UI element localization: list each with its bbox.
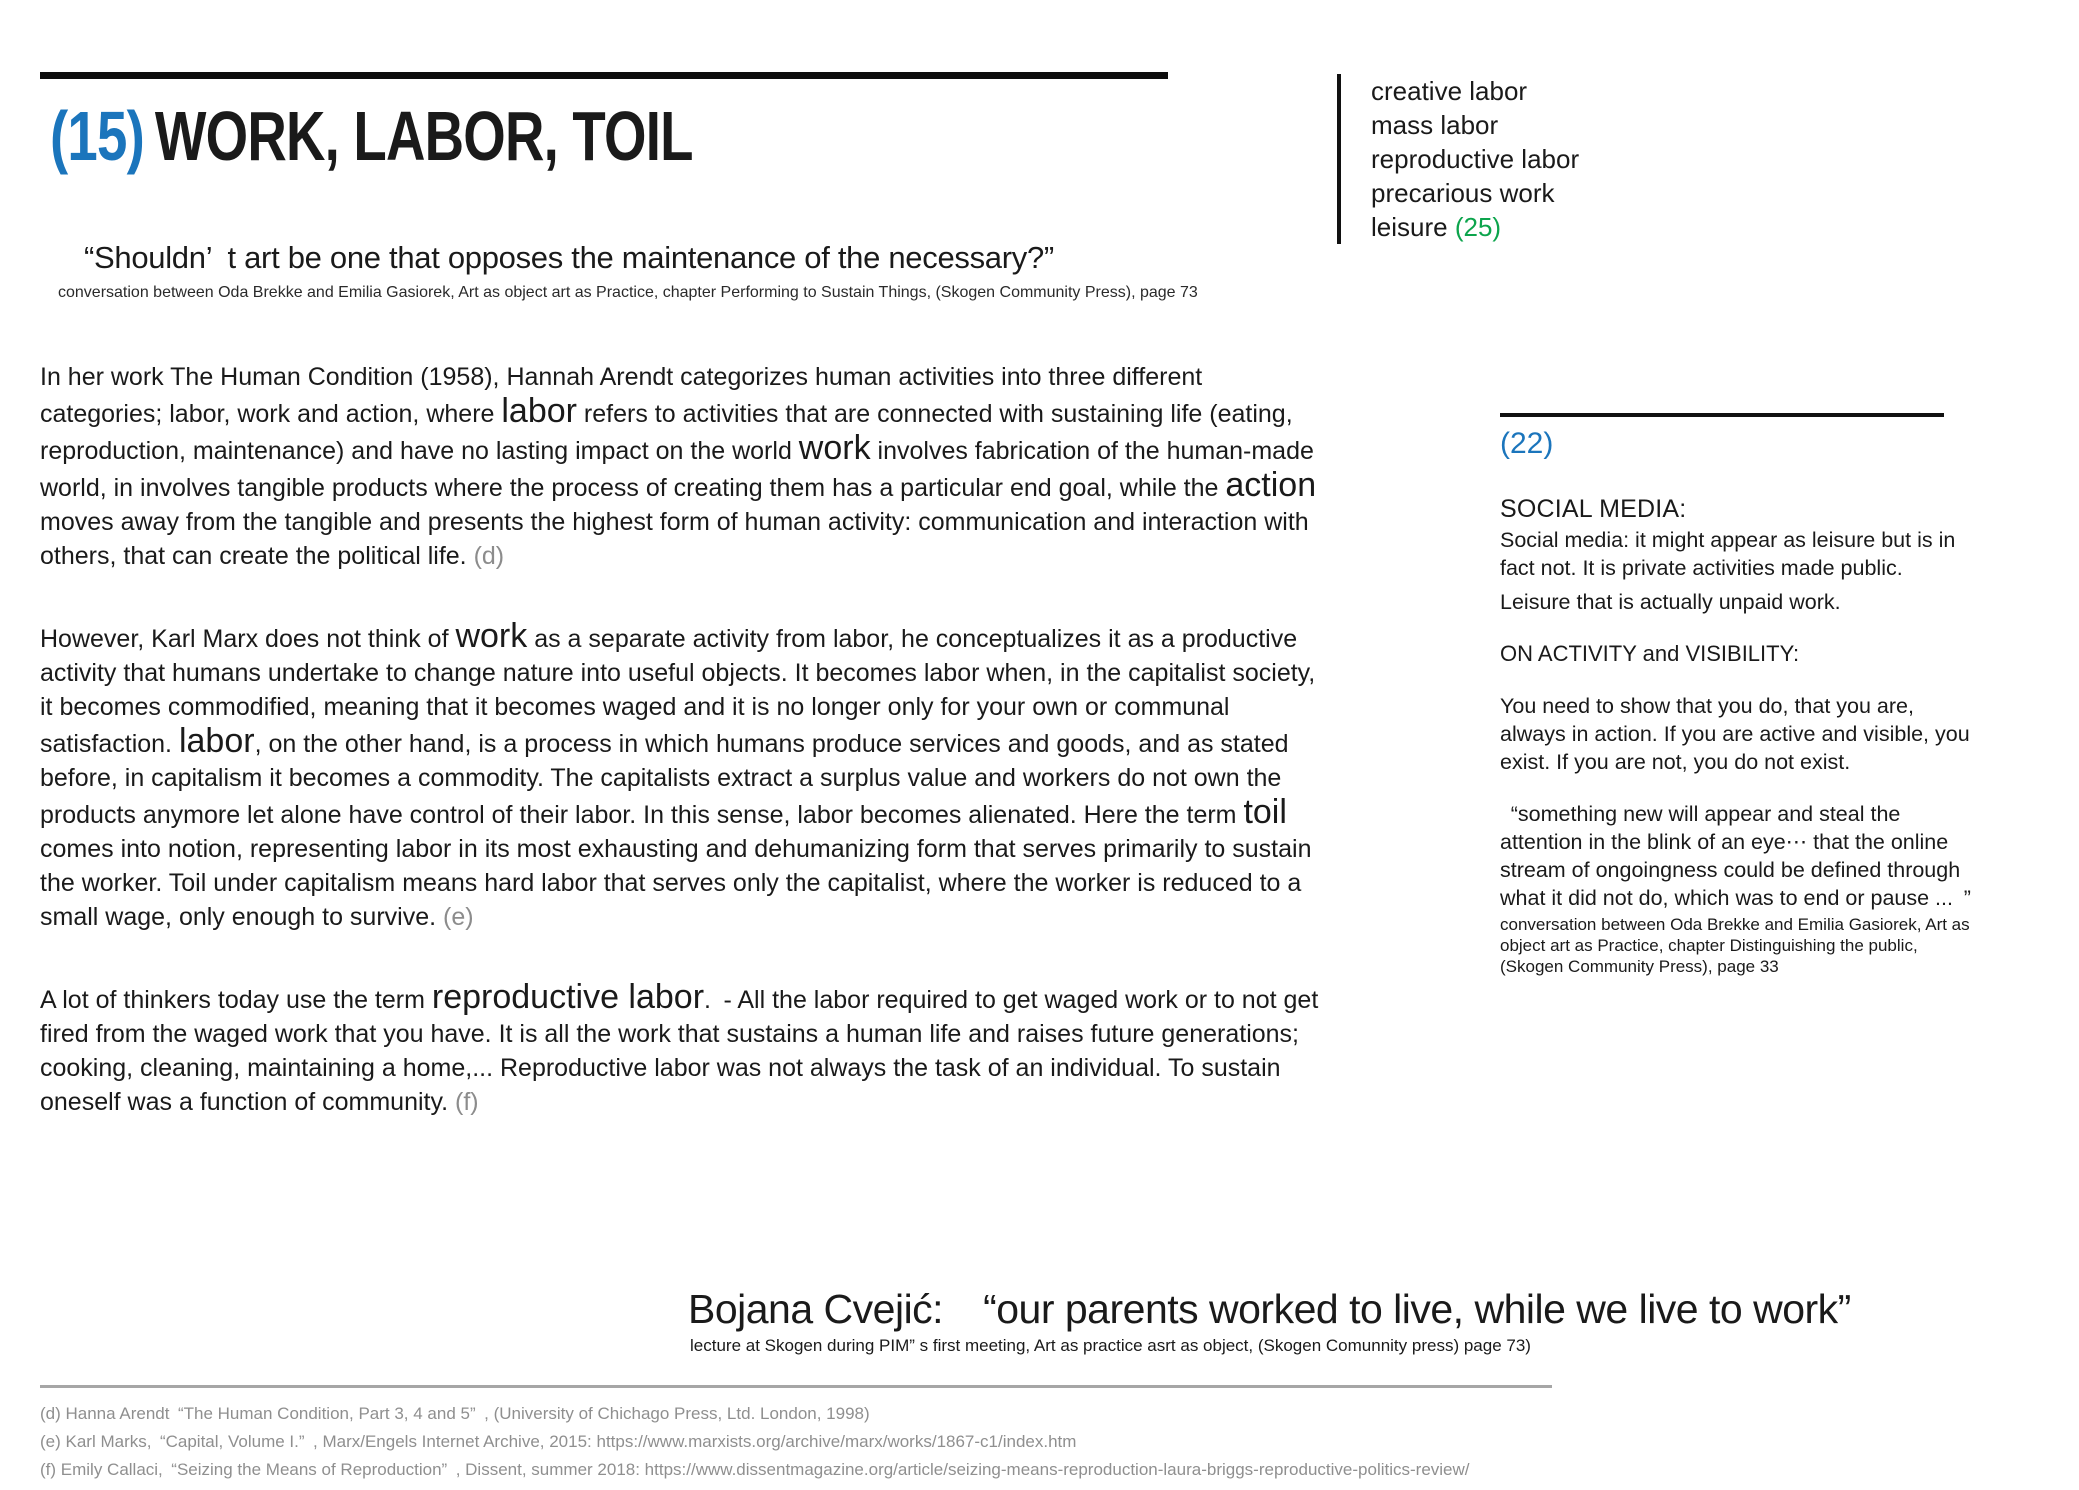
text-segment: involves fabrication of the human-made world, in involves tangible products where the process of creating them has a particular end goal, while the	[40, 437, 1314, 502]
topics-list	[1337, 74, 1579, 244]
page-title-number: (15)	[50, 97, 144, 175]
topics-list-item	[1371, 108, 1579, 142]
text-segment: leisure	[1371, 212, 1455, 242]
footer-quote-caption: lecture at Skogen during PIM” s first meeting, Art as practice asrt as object, (Skogen Comunnity press) page 73)	[690, 1336, 1531, 1355]
text-segment: In her work The Human Condition (1958), Hannah Arendt categorizes human activities into three different categories; labor, work and action, where	[40, 363, 1203, 428]
keyword: labor	[178, 722, 255, 760]
aside-activity-heading: ON ACTIVITY and VISIBILITY:	[1500, 641, 1800, 666]
text-segment: mass labor	[1371, 110, 1499, 140]
text-segment: However, Karl Marx does not think of	[40, 625, 456, 653]
aside-quote-attribution: conversation between Oda Brekke and Emilia Gasiorek, Art as object art as Practice, chapter Distinguishing the public, (Skogen Community Press), page 33	[1500, 915, 1970, 976]
text-segment: . - All the labor required to get waged work or to not get fired from the waged work that you have. It is all the work that sustains a human life and raises future generations; cooking, cleaning, maintaining a home,... Reproductive labor was not always the task of an individual. To sustain oneself was a function of community.	[40, 986, 1319, 1116]
text-segment: refers to activities that are connected with sustaining life (eating, reproduction, maintenance) and have no lasting impact on the world	[40, 400, 1293, 465]
aside-column	[1500, 413, 1978, 977]
text-segment: creative labor	[1371, 76, 1528, 106]
topics-list-item	[1371, 142, 1579, 176]
footnote-marker: (e)	[443, 903, 474, 931]
aside-activity-body: You need to show that you do, that you are, always in action. If you are active and visible, you exist. If you are not, you do not exist.	[1500, 694, 1970, 774]
lead-quote: “Shouldn’ t art be one that opposes the maintenance of the necessary?”	[84, 240, 1054, 275]
footnote-marker: (d)	[473, 542, 505, 570]
lead-quote-attribution: conversation between Oda Brekke and Emilia Gasiorek, Art as object art as Practice, chapter Performing to Sustain Things, (Skogen Community Press), page 73	[58, 284, 1198, 301]
text-segment: reproductive labor	[1371, 144, 1580, 174]
topics-list-item	[1371, 176, 1579, 210]
page-title	[50, 96, 693, 176]
keyword: reproductive labor	[431, 978, 705, 1016]
text-segment: A lot of thinkers today use the term	[40, 986, 432, 1014]
paragraph-arendt	[40, 360, 1320, 573]
main-text-column	[40, 360, 1320, 1165]
text-segment: , on the other hand, is a process in which humans produce services and goods, and as stated before, in capitalism it becomes a commodity. The capitalists extract a surplus value and workers do not own the products anymore let alone have control of their labor. In this sense, labor becomes alienated. Here the term	[40, 730, 1289, 829]
text-segment: (25)	[1454, 212, 1502, 242]
text-segment: moves away from the tangible and presents the highest form of human activity: communication and interaction with others, that can create the political life.	[40, 508, 1309, 570]
aside-social-body: Social media: it might appear as leisure but is in fact not. It is private activities made public.	[1500, 528, 1956, 580]
title-rule	[40, 72, 1168, 79]
aside-number: (22)	[1500, 427, 1554, 460]
paragraph-marx	[40, 619, 1320, 934]
text-segment: comes into notion, representing labor in its most exhausting and dehumanizing form that serves primarily to sustain the worker. Toil under capitalism means hard labor that serves only the capitalist, where the worker is reduced to a small wage, only enough to survive.	[40, 835, 1312, 931]
paragraph-reproductive-labor	[40, 980, 1320, 1119]
keyword: toil	[1243, 793, 1287, 831]
aside-social-heading: SOCIAL MEDIA:	[1500, 495, 1687, 523]
keyword: action	[1225, 466, 1317, 504]
footnote-marker: (f)	[455, 1088, 479, 1116]
footnotes-rule	[40, 1385, 1552, 1388]
aside-rule	[1500, 413, 1944, 417]
page-title-text: WORK, LABOR, TOIL	[154, 97, 693, 175]
footnote-e: (e) Karl Marks, “Capital, Volume I.” , Marx/Engels Internet Archive, 2015: https://www.marxists.org/archive/marx/works/1867-c1/index.htm	[40, 1432, 1077, 1451]
footnote-d: (d) Hanna Arendt “The Human Condition, Part 3, 4 and 5” , (University of Chichago Press, Ltd. London, 1998)	[40, 1404, 870, 1423]
topics-list-item	[1371, 74, 1579, 108]
keyword: work	[455, 617, 528, 655]
footnotes	[40, 1400, 1470, 1484]
topics-list-item	[1371, 210, 1579, 244]
keyword: labor	[501, 392, 577, 430]
keyword: work	[798, 429, 871, 467]
footnote-f: (f) Emily Callaci, “Seizing the Means of Reproduction” , Dissent, summer 2018: https://www.dissentmagazine.org/article/seizing-means-reproduction-laura-briggs-reproductive-politics-review/	[40, 1460, 1470, 1479]
text-segment: precarious work	[1371, 178, 1555, 208]
text-segment: as a separate activity from labor, he conceptualizes it as a productive activity that humans undertake to change nature into useful objects. It becomes labor when, in the capitalist society, it becomes commodified, meaning that it becomes waged and it is no longer only for your own or communal satisfaction.	[40, 625, 1316, 758]
footer-quote: Bojana Cvejić: “our parents worked to live, while we live to work”	[688, 1286, 1851, 1332]
aside-quote: “something new will appear and steal the attention in the blink of an eye⋯ that the online stream of ongoingness could be defined through what it did not do, which was to end or pause ... ”	[1500, 802, 1971, 910]
aside-social-line2: Leisure that is actually unpaid work.	[1500, 590, 1841, 614]
